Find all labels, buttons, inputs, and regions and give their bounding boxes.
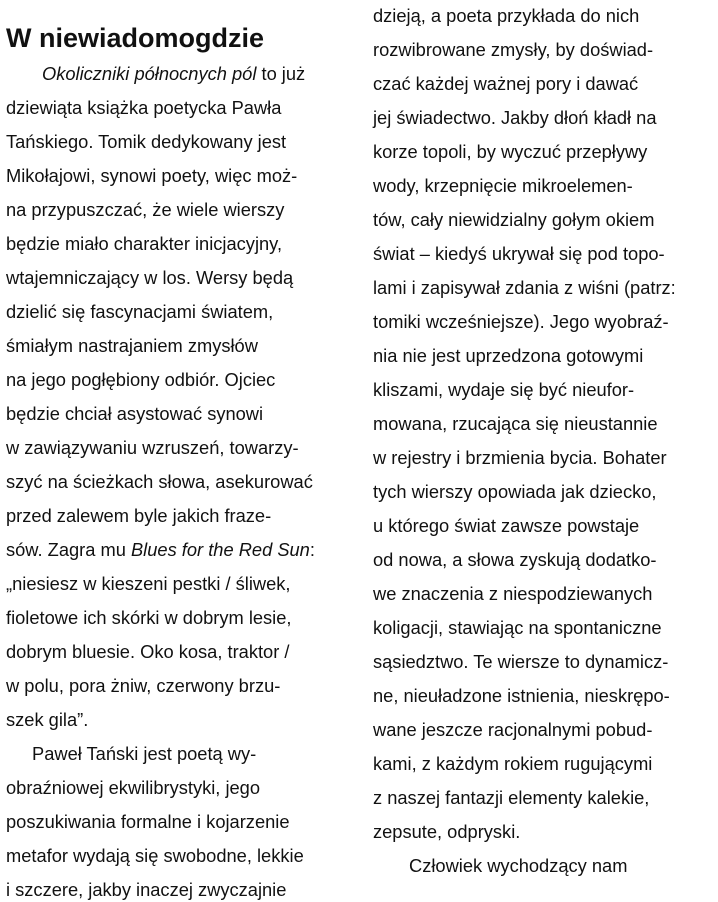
paragraph-line: tomiki wcześniejsze). Jego wyobraź- <box>373 311 669 332</box>
paragraph-line: fioletowe ich skórki w dobrym lesie, <box>6 607 292 628</box>
paragraph-line: świat – kiedyś ukrywał się pod topo- <box>373 243 665 264</box>
paragraph-line: przed zalewem byle jakich fraze- <box>6 505 272 526</box>
paragraph-line: mowana, rzucająca się nieustannie <box>373 413 658 434</box>
paragraph-line: tych wierszy opowiada jak dziecko, <box>373 481 657 502</box>
paragraph-line: zepsute, odpryski. <box>373 821 521 842</box>
paragraph-line: „niesiesz w kieszeni pestki / śliwek, <box>6 573 291 594</box>
paragraph-line: śmiałym nastrajaniem zmysłów <box>6 335 258 356</box>
paragraph-line: lami i zapisywał zdania z wiśni (patrz: <box>373 277 676 298</box>
paragraph-line: we znaczenia z niespodziewanych <box>373 583 653 604</box>
paragraph-line: rozwibrowane zmysły, by doświad- <box>373 39 654 60</box>
paragraph-line: w rejestry i brzmienia bycia. Bohater <box>373 447 667 468</box>
line-text: to już <box>256 63 306 84</box>
paragraph-line: korze topoli, by wyczuć przepływy <box>373 141 648 162</box>
paragraph-line: na jego pogłębiony odbiór. Ojciec <box>6 369 276 390</box>
paragraph-line: czać każdej ważnej pory i dawać <box>373 73 639 94</box>
paragraph-line: koligacji, stawiając na spontaniczne <box>373 617 662 638</box>
paragraph-line: będzie chciał asystować synowi <box>6 403 264 424</box>
paragraph-line: Tańskiego. Tomik dedykowany jest <box>6 131 287 152</box>
paragraph-line: w zawiązywaniu wzruszeń, towarzy- <box>6 437 299 458</box>
paragraph-line <box>42 62 305 86</box>
paragraph-line <box>6 538 315 562</box>
paragraph-line: Mikołajowi, synowi poety, więc moż- <box>6 165 298 186</box>
paragraph-line: z naszej fantazji elementy kalekie, <box>373 787 650 808</box>
paragraph-line: będzie miało charakter inicjacyjny, <box>6 233 283 254</box>
paragraph-line: dobrym bluesie. Oko kosa, traktor / <box>6 641 290 662</box>
paragraph-line: dzielić się fascynacjami światem, <box>6 301 274 322</box>
line-text: sów. Zagra mu <box>6 539 131 560</box>
song-title: Blues for the Red Sun <box>130 539 310 560</box>
paragraph-line: w polu, pora żniw, czerwony brzu- <box>6 675 281 696</box>
paragraph-line: u którego świat zawsze powstaje <box>373 515 640 536</box>
paragraph-line: metafor wydają się swobodne, lekkie <box>6 845 304 866</box>
paragraph-line: wane jeszcze racjonalnymi pobud- <box>373 719 653 740</box>
paragraph-line: tów, cały niewidzialny gołym okiem <box>373 209 655 230</box>
paragraph-line: na przypuszczać, że wiele wierszy <box>6 199 285 220</box>
paragraph-line: kliszami, wydaje się być nieufor- <box>373 379 635 400</box>
paragraph-line: wody, krzepnięcie mikroelemen- <box>373 175 633 196</box>
paragraph-line: poszukiwania formalne i kojarzenie <box>6 811 290 832</box>
paragraph-line: jej świadectwo. Jakby dłoń kładł na <box>373 107 657 128</box>
paragraph-line: szyć na ścieżkach słowa, asekurować <box>6 471 313 492</box>
paragraph-line: obraźniowej ekwilibrystyki, jego <box>6 777 261 798</box>
paragraph-line: dziewiąta książka poetycka Pawła <box>6 97 282 118</box>
paragraph-line: Paweł Tański jest poetą wy- <box>32 743 257 764</box>
paragraph-line: szek gila”. <box>6 709 89 730</box>
paragraph-line: sąsiedztwo. Te wiersze to dynamicz- <box>373 651 669 672</box>
paragraph-line: wtajemniczający w los. Wersy będą <box>6 267 294 288</box>
paragraph-line: i szczere, jakby inaczej zwyczajnie <box>6 879 287 900</box>
paragraph-line: nia nie jest uprzedzona gotowymi <box>373 345 644 366</box>
paragraph-line: kami, z każdym rokiem rugującymi <box>373 753 653 774</box>
article-title: W niewiadomogdzie <box>6 23 265 54</box>
paragraph-line: ne, nieuładzone istnienia, nieskrępo- <box>373 685 670 706</box>
paragraph-line: od nowa, a słowa zyskują dodatko- <box>373 549 657 570</box>
paragraph-line: Człowiek wychodzący nam <box>409 855 628 876</box>
book-title: Okoliczniki północnych pól <box>42 63 257 84</box>
paragraph-line: dzieją, a poeta przykłada do nich <box>373 5 640 26</box>
line-text: : <box>309 539 315 560</box>
